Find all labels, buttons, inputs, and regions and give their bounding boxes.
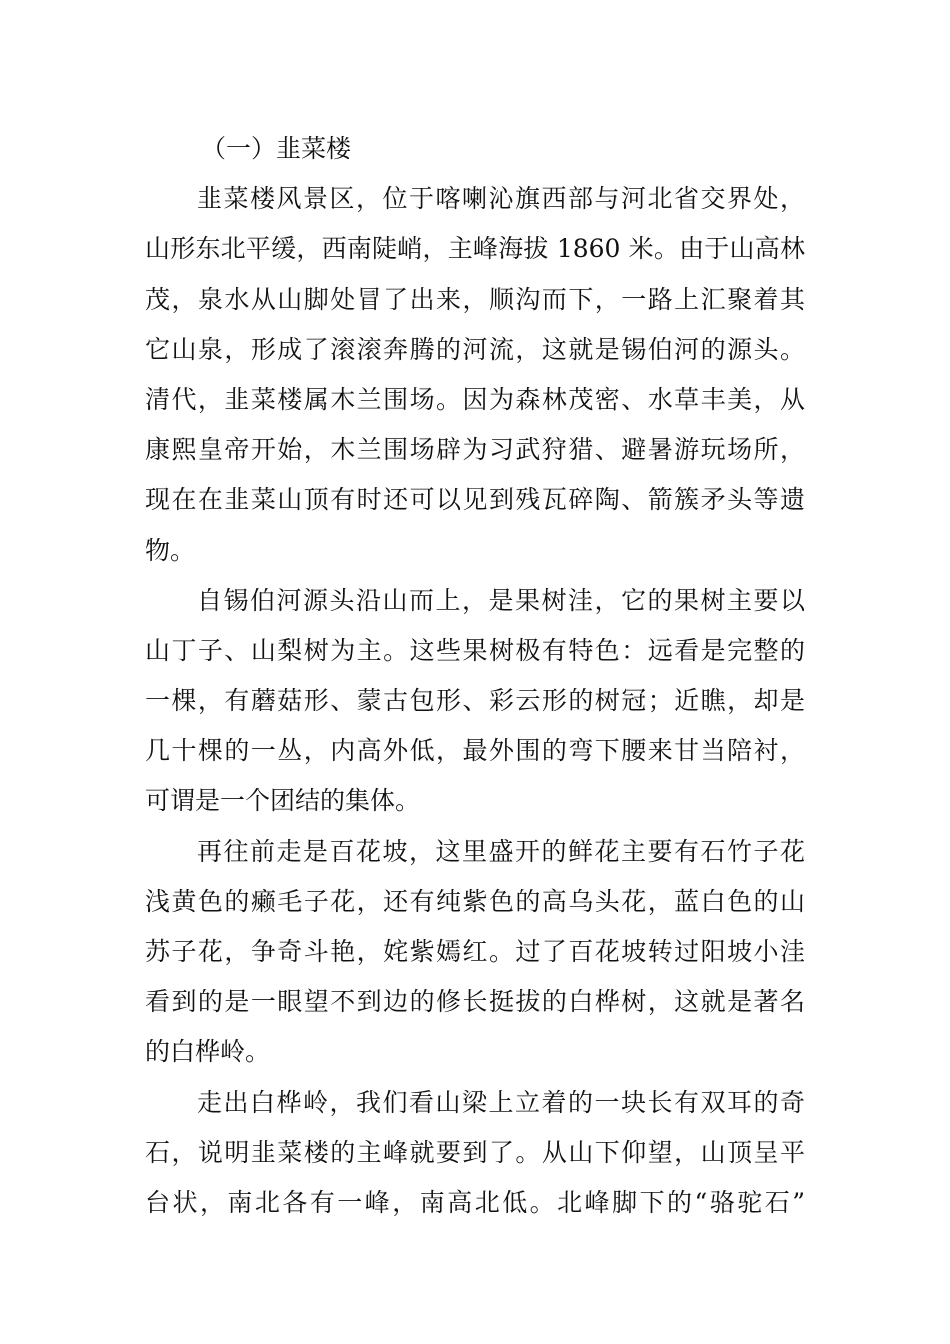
paragraph-1: [145, 174, 805, 576]
paragraph-line: 韭菜楼风景区，位于喀喇沁旗西部与河北省交界处，: [197, 184, 805, 214]
paragraph-line: 看到的是一眼望不到边的修长挺拔的白桦树，这就是著名: [145, 987, 805, 1017]
paragraph-line: 台状，南北各有一峰，南高北低。北峰脚下的“骆驼石”: [145, 1187, 805, 1217]
paragraph-line: 的白桦岭。: [145, 1037, 271, 1067]
paragraph-line: 浅黄色的癞毛子花，还有纯紫色的高乌头花，蓝白色的山: [145, 886, 805, 916]
paragraph-line: 苏子花，争奇斗艳，姹紫嫣红。过了百花坡转过阳坡小洼: [145, 937, 805, 966]
paragraph-2: [145, 576, 805, 827]
document-body: [145, 124, 805, 1228]
paragraph-line: 物。: [145, 535, 196, 565]
paragraph-line: 一棵，有蘑菇形、蒙古包形、彩云形的树冠；近瞧，却是: [145, 686, 805, 716]
paragraph-3: [145, 827, 805, 1078]
paragraph-line: 茂，泉水从山脚处冒了出来，顺沟而下，一路上汇聚着其: [145, 284, 805, 314]
paragraph-line: 现在在韭菜山顶有时还可以见到残瓦碎陶、箭簇矛头等遗: [145, 485, 805, 515]
paragraph-line: 山丁子、山梨树为主。这些果树极有特色：远看是完整的: [145, 635, 805, 665]
paragraph-line: 清代，韭菜楼属木兰围场。因为森林茂密、水草丰美，从: [145, 384, 805, 414]
paragraph-line: 山形东北平缓，西南陡峭，主峰海拔 1860 米。由于山高林: [145, 234, 805, 264]
section-heading: （一）韭菜楼: [201, 134, 352, 163]
paragraph-line: 再往前走是百花坡，这里盛开的鲜花主要有石竹子花: [197, 836, 805, 866]
paragraph-line: 石，说明韭菜楼的主峰就要到了。从山下仰望，山顶呈平: [145, 1137, 805, 1167]
paragraph-line: 康熙皇帝开始，木兰围场辟为习武狩猎、避暑游玩场所，: [145, 435, 805, 465]
paragraph-line: 走出白桦岭，我们看山梁上立着的一块长有双耳的奇: [197, 1087, 805, 1117]
paragraph-line: 可谓是一个团结的集体。: [145, 786, 421, 816]
paragraph-line: 自锡伯河源头沿山而上，是果树洼，它的果树主要以: [197, 585, 805, 615]
paragraph-4: [145, 1078, 805, 1229]
paragraph-line: 几十棵的一丛，内高外低，最外围的弯下腰来甘当陪衬，: [145, 736, 805, 766]
paragraph-line: 它山泉，形成了滚滚奔腾的河流，这就是锡伯河的源头。: [145, 334, 805, 364]
